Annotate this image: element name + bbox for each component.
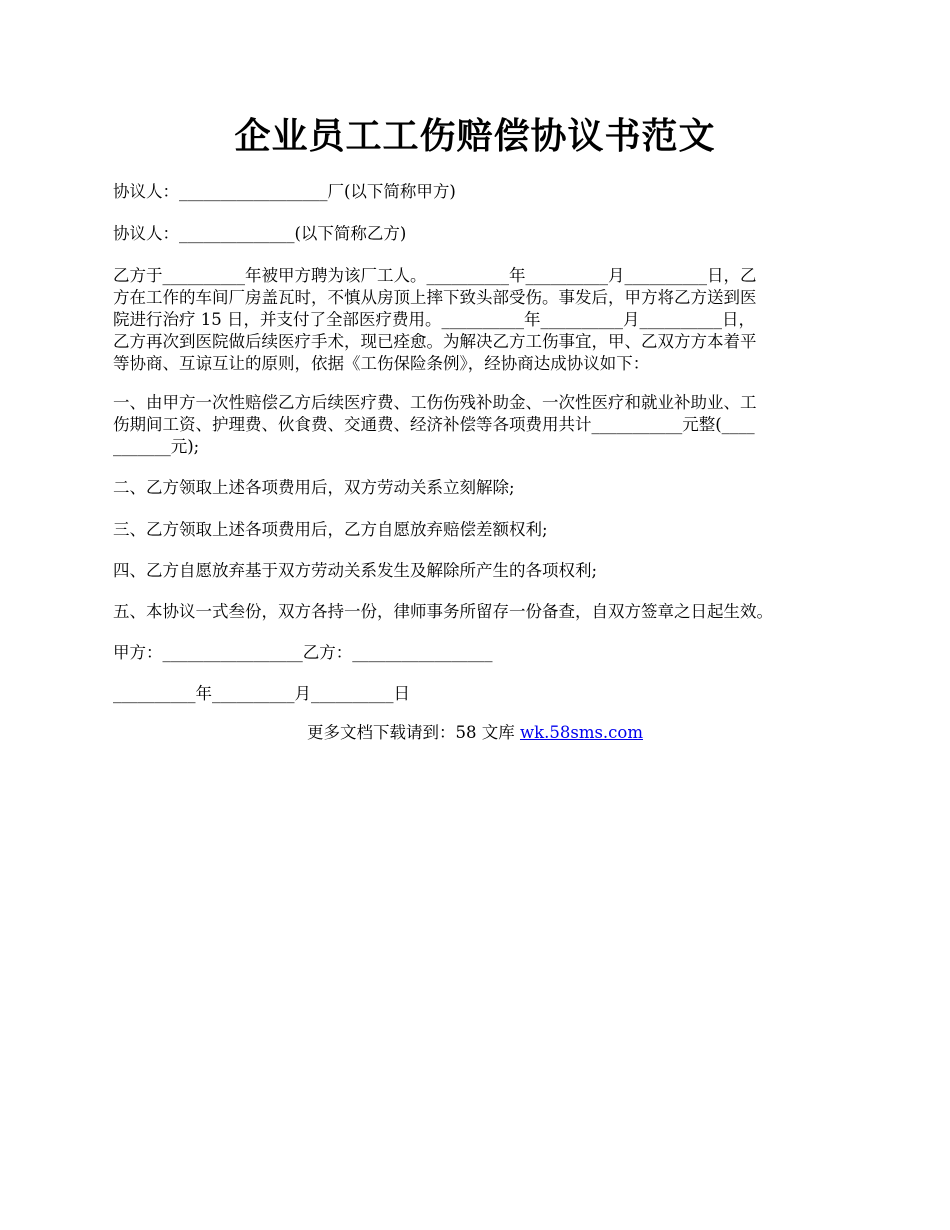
clause-1-line: _______元);: [113, 437, 200, 456]
signature-line: 甲方：_________________乙方：_________________: [113, 643, 493, 662]
footer-link[interactable]: wk.58sms.com: [519, 723, 643, 742]
footer: [113, 722, 837, 744]
background-line: 方在工作的车间厂房盖瓦时，不慎从房顶上摔下致头部受伤。事发后，甲方将乙方送到医: [113, 288, 757, 307]
date-line: __________年__________月__________日: [113, 684, 410, 703]
background-line: 等协商、互谅互让的原则，依据《工伤保险条例》，经协商达成协议如下：: [113, 354, 650, 373]
footer-prefix: 更多文档下载请到：58 文库: [306, 723, 520, 742]
party-a-line: 协议人：__________________厂(以下简称甲方): [113, 182, 456, 201]
background-line: 院进行治疗 15 日，并支付了全部医疗费用。__________年__________月__________日，: [113, 310, 755, 329]
clause-1-line: 一、由甲方一次性赔偿乙方后续医疗费、工伤伤残补助金、一次性医疗和就业补助业、工: [113, 393, 757, 412]
document-title: 企业员工工伤赔偿协议书范文: [234, 115, 716, 157]
clause-2: 二、乙方领取上述各项费用后，双方劳动关系立刻解除;: [113, 478, 515, 497]
clause-1-line: 伤期间工资、护理费、伙食费、交通费、经济补偿等各项费用共计___________元整(____: [113, 415, 755, 434]
clause-4: 四、乙方自愿放弃基于双方劳动关系发生及解除所产生的各项权利;: [113, 561, 598, 580]
background-line: 乙方再次到医院做后续医疗手术，现已痊愈。为解决乙方工伤事宜，甲、乙双方方本着平: [113, 332, 757, 351]
clause-3: 三、乙方领取上述各项费用后，乙方自愿放弃赔偿差额权利;: [113, 520, 548, 539]
background-line: 乙方于__________年被甲方聘为该厂工人。__________年__________月__________日，乙: [113, 266, 757, 285]
party-b-line: 协议人：______________(以下简称乙方): [113, 224, 407, 243]
clause-5: 五、本协议一式叁份，双方各持一份，律师事务所留存一份备查，自双方签章之日起生效。: [113, 602, 773, 621]
